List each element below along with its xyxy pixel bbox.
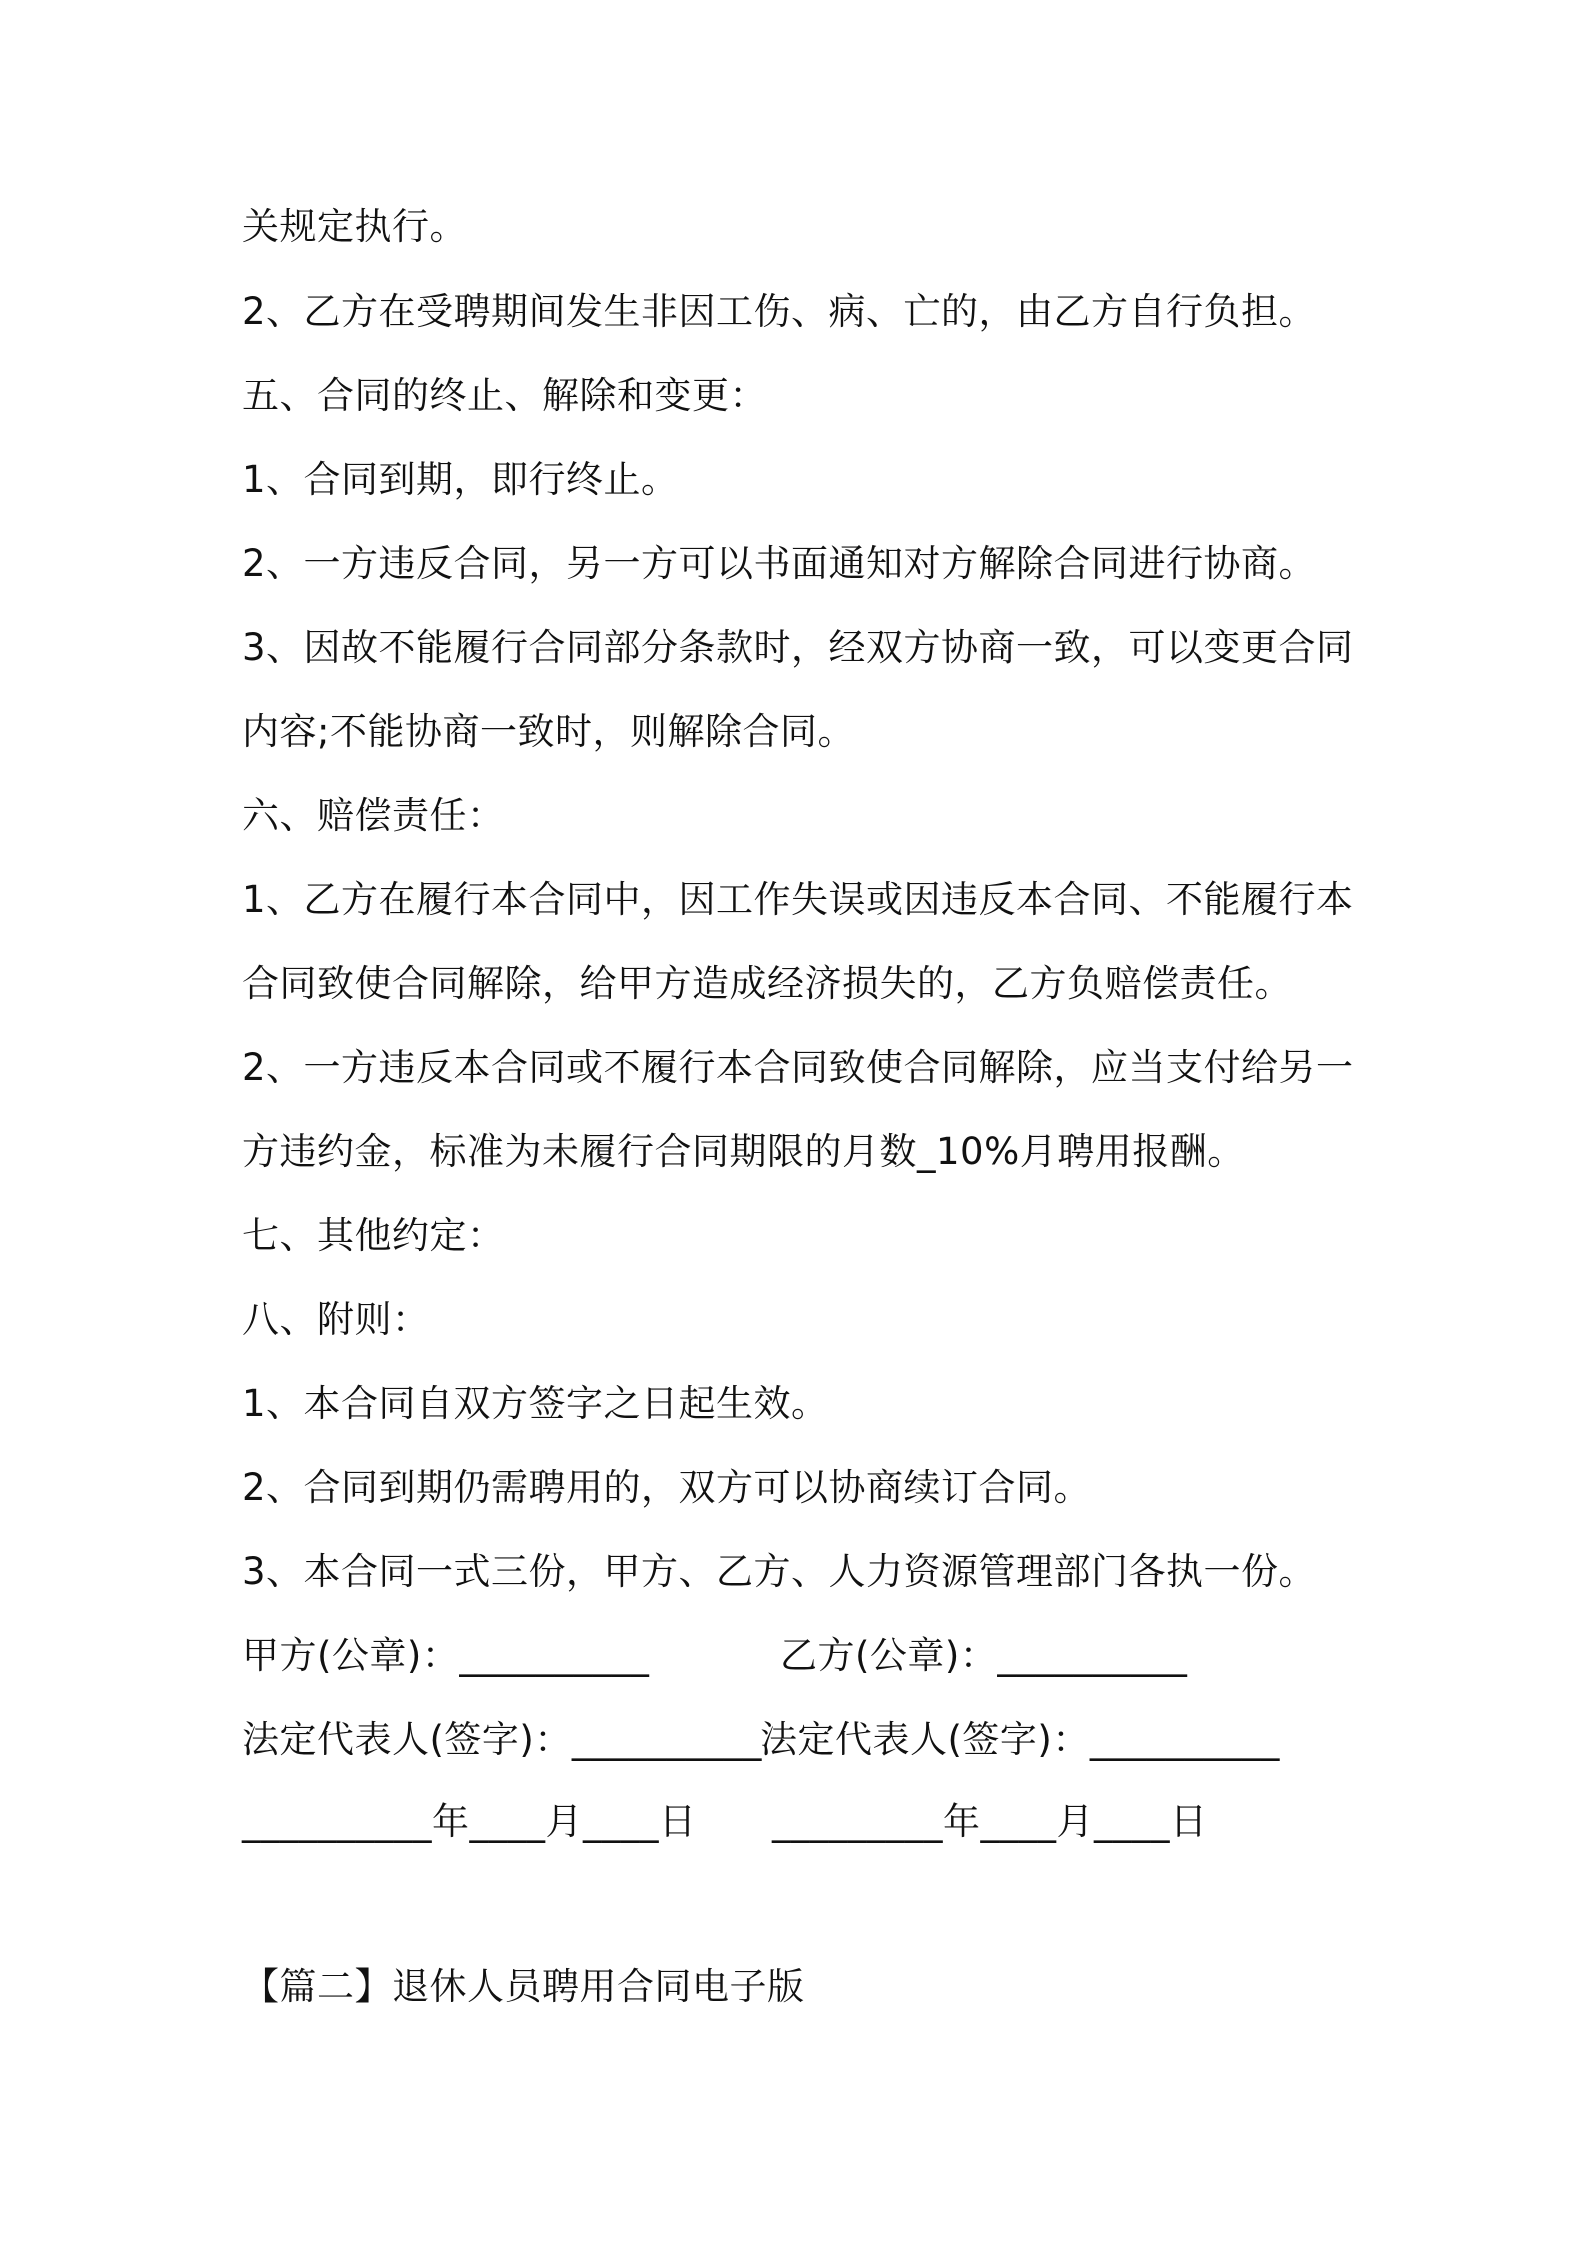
section-heading-8: 八、附则： bbox=[242, 1298, 430, 1341]
body-line-4: 1、合同到期，即行终止。 bbox=[242, 458, 679, 501]
section-title: 【篇二】退休人员聘用合同电子版 bbox=[242, 1965, 805, 2008]
party-b-representative-line: 法定代表人(签字)：__________ bbox=[760, 1718, 1280, 1761]
body-line-16: 2、合同到期仍需聘用的，双方可以协商续订合同。 bbox=[242, 1466, 1092, 1509]
body-line-12: 方违约金，标准为未履行合同期限的月数_10%月聘用报酬。 bbox=[242, 1130, 1245, 1173]
party-b-date-line: _________年____月____日 bbox=[772, 1800, 1208, 1843]
party-a-representative-line: 法定代表人(签字)：__________ bbox=[242, 1718, 762, 1761]
body-line-11: 2、一方违反本合同或不履行本合同致使合同解除，应当支付给另一 bbox=[242, 1046, 1354, 1089]
body-line-2: 2、乙方在受聘期间发生非因工伤、病、亡的，由乙方自行负担。 bbox=[242, 290, 1317, 333]
body-line-7: 内容;不能协商一致时，则解除合同。 bbox=[242, 710, 855, 753]
section-heading-5: 五、合同的终止、解除和变更： bbox=[242, 374, 767, 417]
party-b-seal-line: 乙方(公章)：__________ bbox=[780, 1634, 1188, 1677]
body-line-6: 3、因故不能履行合同部分条款时，经双方协商一致，可以变更合同 bbox=[242, 626, 1354, 669]
party-a-seal-line: 甲方(公章)：__________ bbox=[242, 1634, 650, 1677]
body-line-9: 1、乙方在履行本合同中，因工作失误或因违反本合同、不能履行本 bbox=[242, 878, 1354, 921]
section-heading-6: 六、赔偿责任： bbox=[242, 794, 505, 837]
body-line-1: 关规定执行。 bbox=[242, 205, 467, 248]
body-line-5: 2、一方违反合同，另一方可以书面通知对方解除合同进行协商。 bbox=[242, 542, 1317, 585]
party-a-date-line: __________年____月____日 bbox=[242, 1800, 697, 1843]
body-line-15: 1、本合同自双方签字之日起生效。 bbox=[242, 1382, 829, 1425]
section-heading-7: 七、其他约定： bbox=[242, 1214, 505, 1257]
body-line-17: 3、本合同一式三份，甲方、乙方、人力资源管理部门各执一份。 bbox=[242, 1550, 1317, 1593]
body-line-10: 合同致使合同解除，给甲方造成经济损失的，乙方负赔偿责任。 bbox=[242, 962, 1292, 1005]
